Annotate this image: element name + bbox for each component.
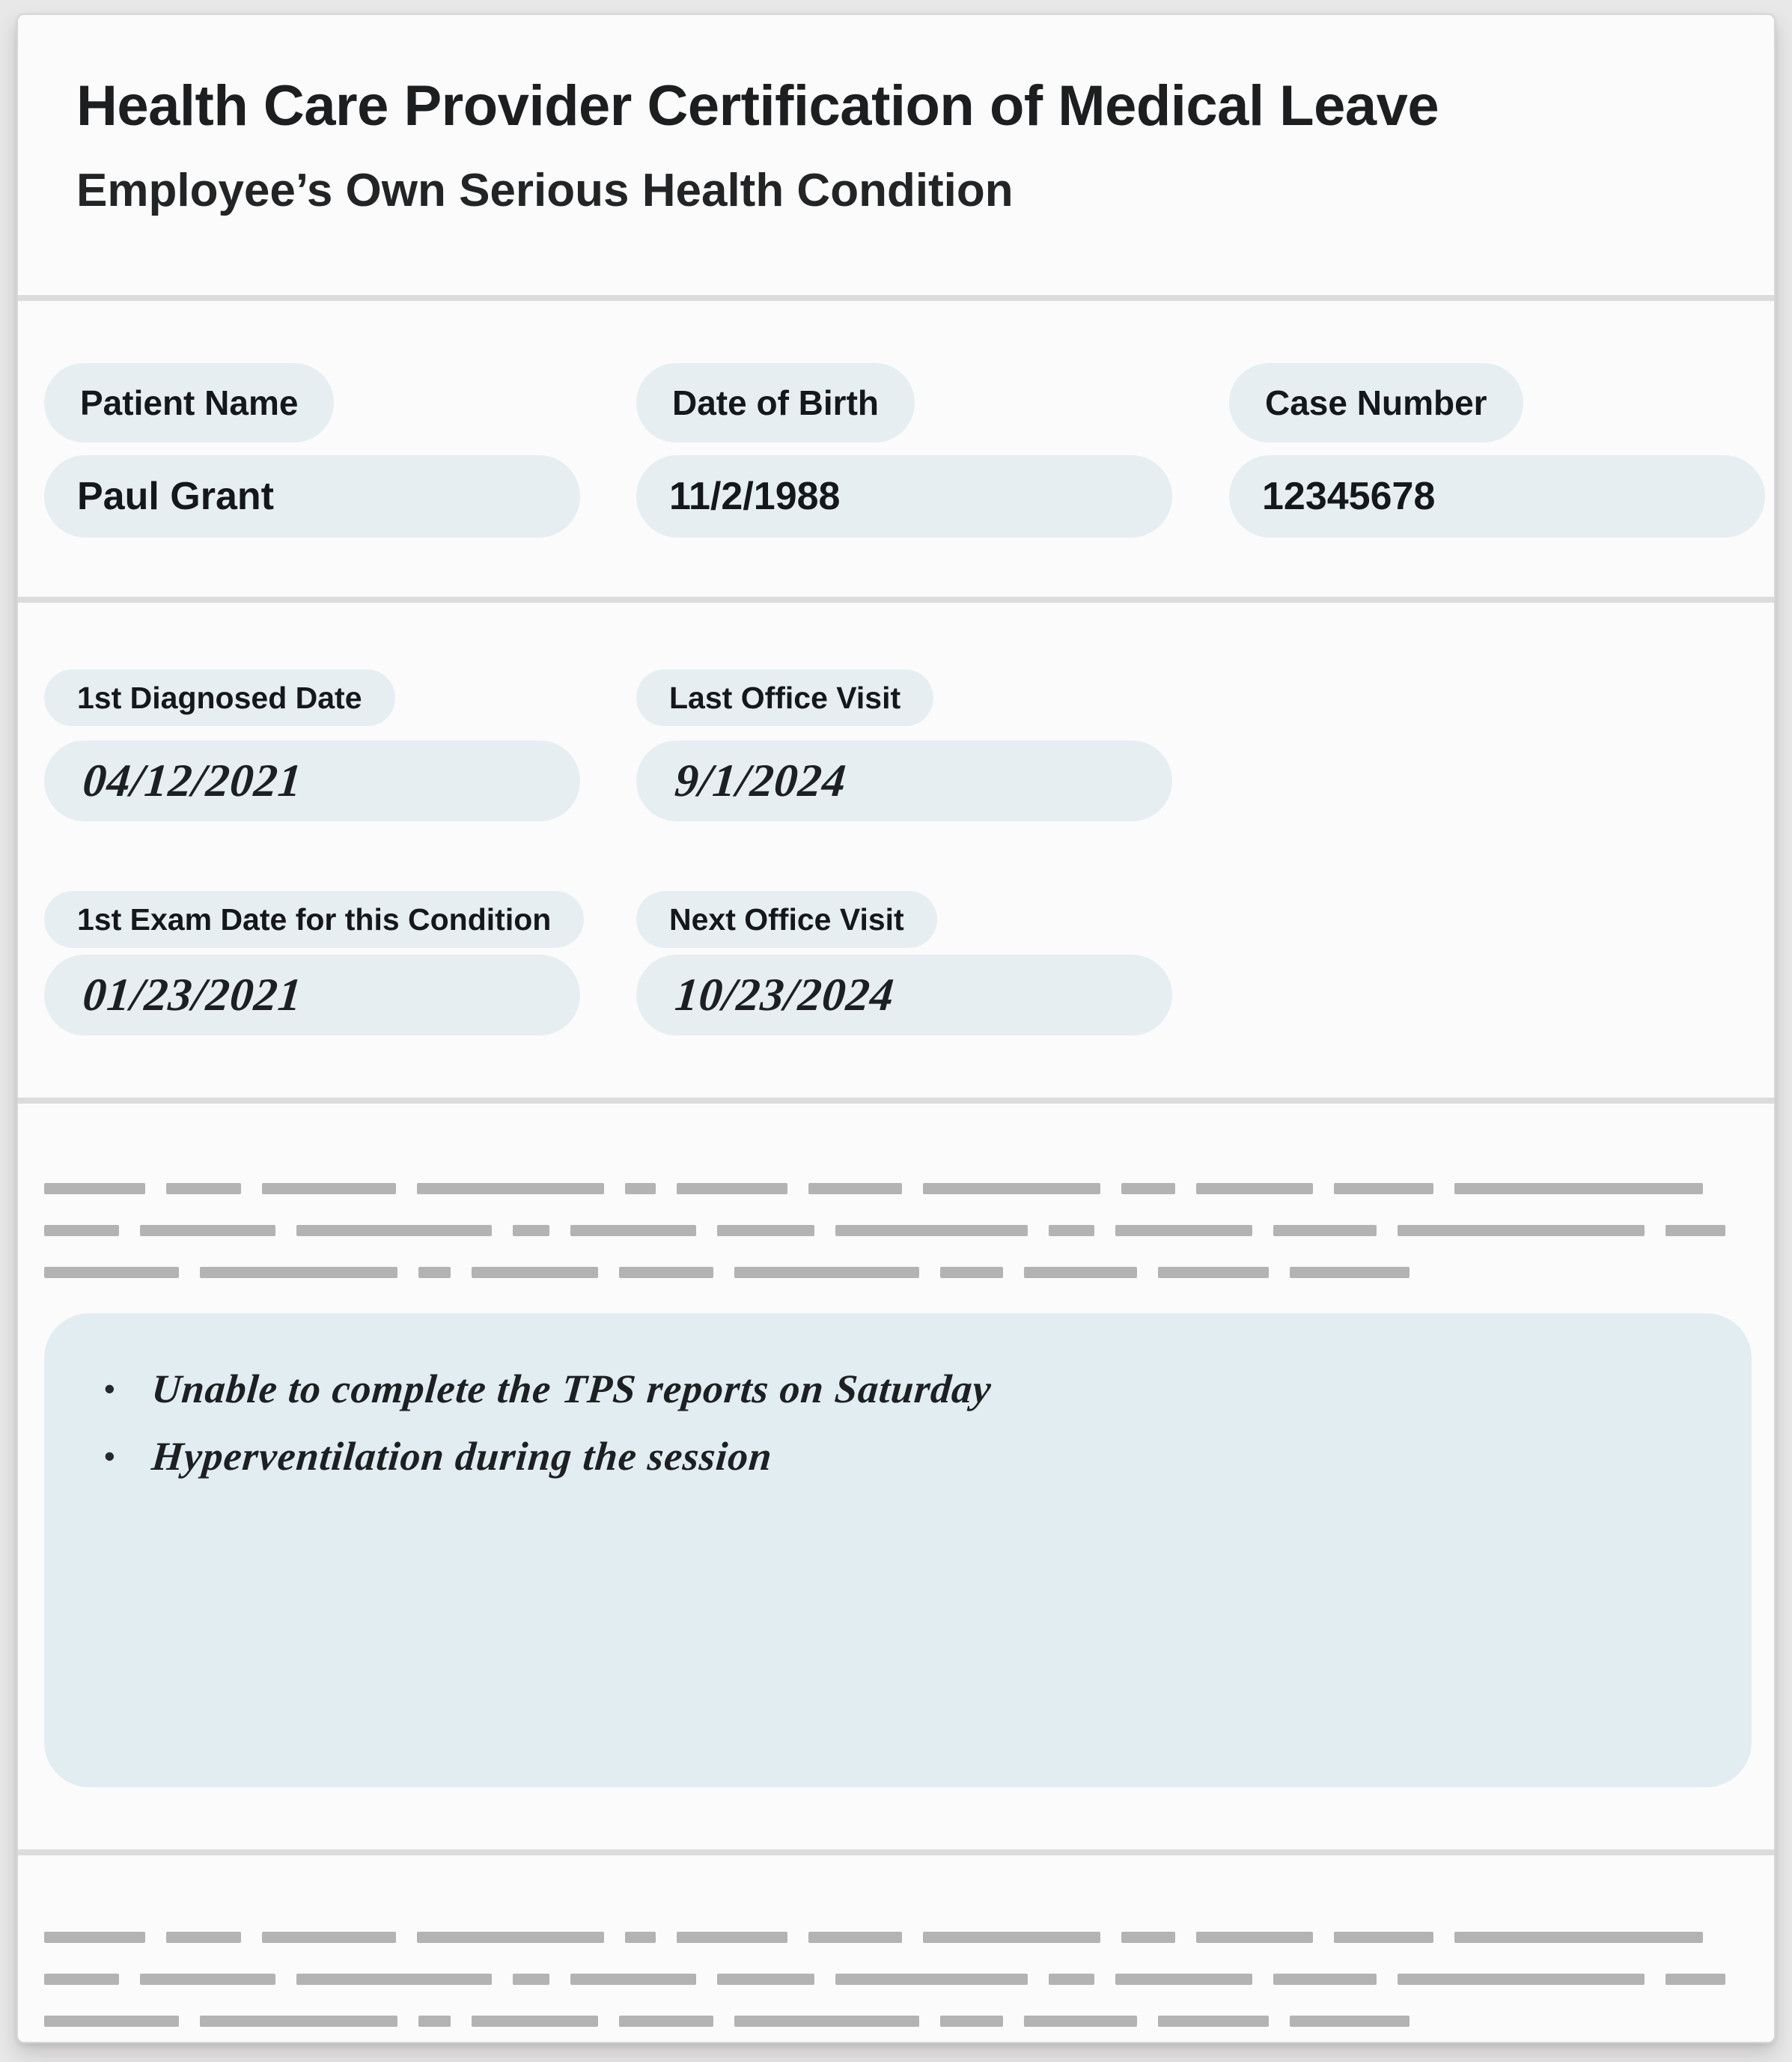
section-divider	[18, 597, 1774, 603]
last-office-visit-label-pill	[636, 669, 933, 726]
redacted-text-dash	[717, 1225, 814, 1236]
redacted-text-dash	[940, 2016, 1003, 2027]
redacted-text-dash	[1334, 1183, 1433, 1194]
redacted-text-dash	[1115, 1225, 1252, 1236]
page-title: Health Care Provider Certification of Medical Leave	[76, 74, 1439, 138]
redacted-text-dash	[619, 1267, 713, 1278]
redacted-text-dash	[677, 1932, 787, 1943]
redacted-text-dash	[1158, 1267, 1269, 1278]
redacted-line	[44, 1974, 1725, 1985]
redacted-text-dash	[1121, 1183, 1175, 1194]
note-bullet-text: Unable to complete the TPS reports on Saturday	[150, 1366, 994, 1411]
redacted-text-dash	[296, 1974, 492, 1985]
first-exam-date-label: 1st Exam Date for this Condition	[77, 901, 552, 937]
last-office-visit-value-field	[636, 740, 1172, 821]
first-exam-date-label-pill	[44, 891, 584, 948]
redacted-text-dash	[1398, 1974, 1645, 1985]
redacted-text-dash	[808, 1183, 902, 1194]
redacted-text-dash	[44, 1267, 179, 1278]
next-office-visit-label: Next Office Visit	[669, 901, 904, 937]
redacted-text-dash	[44, 1932, 145, 1943]
notes-box	[44, 1313, 1752, 1787]
case-number-label-pill	[1229, 363, 1523, 442]
bullet-icon: •	[104, 1371, 115, 1406]
redacted-line	[44, 1267, 1725, 1278]
redacted-text-dash	[44, 1183, 145, 1194]
redacted-text-dash	[296, 1225, 492, 1236]
redacted-text-dash	[677, 1183, 787, 1194]
redacted-text-dash	[140, 1974, 275, 1985]
redacted-text-dash	[1196, 1932, 1313, 1943]
redacted-text-dash	[835, 1225, 1028, 1236]
redacted-text-dash	[808, 1932, 902, 1943]
redacted-text-dash	[625, 1932, 656, 1943]
redacted-text-dash	[923, 1932, 1100, 1943]
redacted-text-dash	[418, 2016, 451, 2027]
redacted-text-dash	[1273, 1974, 1377, 1985]
date-of-birth-value-field	[636, 455, 1172, 538]
redacted-text-dash	[262, 1932, 396, 1943]
redacted-text-dash	[923, 1183, 1100, 1194]
redacted-text-block	[44, 1932, 1725, 2027]
redacted-text-dash	[44, 2016, 179, 2027]
redacted-text-dash	[1454, 1932, 1703, 1943]
bullet-icon: •	[104, 1438, 115, 1473]
redacted-text-dash	[619, 2016, 713, 2027]
redacted-text-dash	[570, 1225, 696, 1236]
redacted-text-dash	[200, 1267, 397, 1278]
redacted-text-dash	[1273, 1225, 1377, 1236]
redacted-text-dash	[513, 1225, 549, 1236]
redacted-text-dash	[1024, 2016, 1137, 2027]
case-number-label: Case Number	[1265, 383, 1487, 422]
redacted-text-dash	[940, 1267, 1003, 1278]
case-number-value: 12345678	[1262, 475, 1436, 518]
next-office-visit-value-field	[636, 955, 1172, 1035]
patient-name-label: Patient Name	[80, 383, 299, 422]
redacted-line	[44, 1225, 1725, 1236]
date-of-birth-value: 11/2/1988	[669, 475, 841, 518]
redacted-text-dash	[1158, 2016, 1269, 2027]
redacted-text-dash	[1196, 1183, 1313, 1194]
redacted-text-dash	[1665, 1974, 1725, 1985]
redacted-text-dash	[513, 1974, 549, 1985]
redacted-text-dash	[1049, 1974, 1094, 1985]
redacted-text-dash	[140, 1225, 275, 1236]
redacted-text-dash	[1024, 1267, 1137, 1278]
next-office-visit-label-pill	[636, 891, 937, 948]
redacted-text-dash	[166, 1932, 241, 1943]
redacted-text-dash	[734, 1267, 919, 1278]
section-divider	[18, 1849, 1774, 1855]
patient-name-value-field	[44, 455, 580, 538]
redacted-text-dash	[717, 1974, 814, 1985]
redacted-text-dash	[1290, 1267, 1409, 1278]
redacted-text-dash	[1049, 1225, 1094, 1236]
redacted-text-dash	[200, 2016, 397, 2027]
first-exam-date-value-field	[44, 955, 580, 1035]
redacted-text-dash	[1454, 1183, 1703, 1194]
first-diagnosed-date-label: 1st Diagnosed Date	[77, 680, 362, 715]
redacted-line	[44, 1932, 1725, 1943]
redacted-text-dash	[418, 1267, 451, 1278]
redacted-text-dash	[417, 1932, 604, 1943]
redacted-text-dash	[734, 2016, 919, 2027]
last-office-visit-value: 9/1/2024	[673, 755, 849, 806]
redacted-text-dash	[44, 1225, 119, 1236]
redacted-text-dash	[570, 1974, 696, 1985]
date-of-birth-label-pill	[636, 363, 915, 442]
redacted-text-dash	[417, 1183, 604, 1194]
redacted-text-dash	[625, 1183, 656, 1194]
redacted-text-dash	[44, 1974, 119, 1985]
note-bullet-item	[104, 1355, 1692, 1423]
date-of-birth-label: Date of Birth	[672, 383, 879, 422]
redacted-text-block	[44, 1183, 1725, 1278]
patient-name-value: Paul Grant	[77, 475, 274, 518]
next-office-visit-value: 10/23/2024	[673, 969, 897, 1021]
case-number-value-field	[1229, 455, 1765, 538]
first-exam-date-value: 01/23/2021	[81, 969, 305, 1021]
document-card	[16, 13, 1776, 2043]
redacted-text-dash	[472, 2016, 598, 2027]
note-bullet-text: Hyperventilation during the session	[150, 1434, 775, 1479]
redacted-text-dash	[1290, 2016, 1409, 2027]
redacted-line	[44, 2016, 1725, 2027]
first-diagnosed-date-label-pill	[44, 669, 395, 726]
note-bullet-item	[104, 1423, 1692, 1490]
page-subtitle: Employee’s Own Serious Health Condition	[76, 165, 1014, 216]
section-divider	[18, 1098, 1774, 1104]
redacted-line	[44, 1183, 1725, 1194]
redacted-text-dash	[166, 1183, 241, 1194]
section-divider	[18, 295, 1774, 301]
redacted-text-dash	[1334, 1932, 1433, 1943]
redacted-text-dash	[1121, 1932, 1175, 1943]
last-office-visit-label: Last Office Visit	[669, 680, 901, 715]
first-diagnosed-date-value-field	[44, 740, 580, 821]
redacted-text-dash	[1665, 1225, 1725, 1236]
patient-name-label-pill	[44, 363, 334, 442]
redacted-text-dash	[262, 1183, 396, 1194]
redacted-text-dash	[472, 1267, 598, 1278]
redacted-text-dash	[835, 1974, 1028, 1985]
redacted-text-dash	[1115, 1974, 1252, 1985]
first-diagnosed-date-value: 04/12/2021	[81, 755, 305, 806]
redacted-text-dash	[1398, 1225, 1645, 1236]
